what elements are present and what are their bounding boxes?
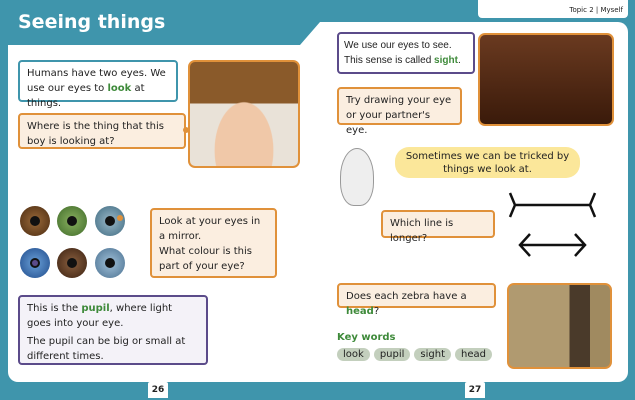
mirror-box <box>150 208 277 278</box>
inward-arrow-line <box>510 193 595 217</box>
zebra-box <box>337 283 496 317</box>
page-gutter <box>318 45 328 382</box>
eye-icon <box>57 206 87 236</box>
eyes-photo <box>478 33 614 126</box>
key-words-title: Key words <box>337 332 396 343</box>
pupil-text: This is the <box>27 303 82 314</box>
speech-bubble: Sometimes we can be tricked by things we look at. <box>395 147 580 178</box>
seagull-icon <box>340 148 374 206</box>
key-words-list <box>337 348 496 361</box>
sight-text: This sense is called <box>344 55 435 66</box>
key-word: sight <box>414 348 451 361</box>
boy-photo <box>188 60 300 168</box>
zebra-text-end: ? <box>373 306 380 317</box>
highlight-word: pupil <box>81 303 110 314</box>
connector-dot <box>32 260 38 266</box>
key-word: pupil <box>374 348 411 361</box>
sight-text-end: . <box>457 55 461 66</box>
highlight-word: look <box>107 83 132 94</box>
drawing-box: Try drawing your eye or your partner's eye. <box>337 87 462 125</box>
highlight-word: head <box>346 306 374 317</box>
eye-icon <box>95 248 125 278</box>
mirror-line-2: What colour is this part of your eye? <box>159 246 253 272</box>
page-title: Seeing things <box>18 11 166 33</box>
outward-arrow-line <box>520 234 585 256</box>
zebra-text: Does each zebra have a <box>346 291 467 302</box>
intro-text: Humans have two eyes. We use our eyes to <box>27 68 166 94</box>
muller-lyer-illusion <box>505 188 600 263</box>
eye-icon <box>95 206 125 236</box>
mirror-line-1: Look at your eyes in a mirror. <box>159 216 261 242</box>
eye-icon <box>20 206 50 236</box>
intro-box <box>18 60 178 109</box>
highlight-word: sight <box>434 55 458 66</box>
key-word: head <box>455 348 492 361</box>
sight-line-1: We use our eyes to see. <box>344 40 452 51</box>
connector-dot <box>117 215 123 221</box>
eye-icon <box>57 248 87 278</box>
key-word: look <box>337 348 370 361</box>
question-box-boy: Where is the thing that this boy is looking at? <box>18 113 186 149</box>
intro-text-end: at things. <box>27 83 145 109</box>
topic-label: Topic 2 | Myself <box>569 6 623 14</box>
pupil-box <box>18 295 208 365</box>
pupil-line-2: The pupil can be big or small at different times. <box>27 336 186 362</box>
sight-box <box>337 32 475 74</box>
zebra-photo <box>507 283 612 369</box>
pupil-text-end: , where light goes into your eye. <box>27 303 173 329</box>
page-number-left: 26 <box>148 382 168 398</box>
which-line-box: Which line is longer? <box>381 210 495 238</box>
page-number-right: 27 <box>465 382 485 398</box>
